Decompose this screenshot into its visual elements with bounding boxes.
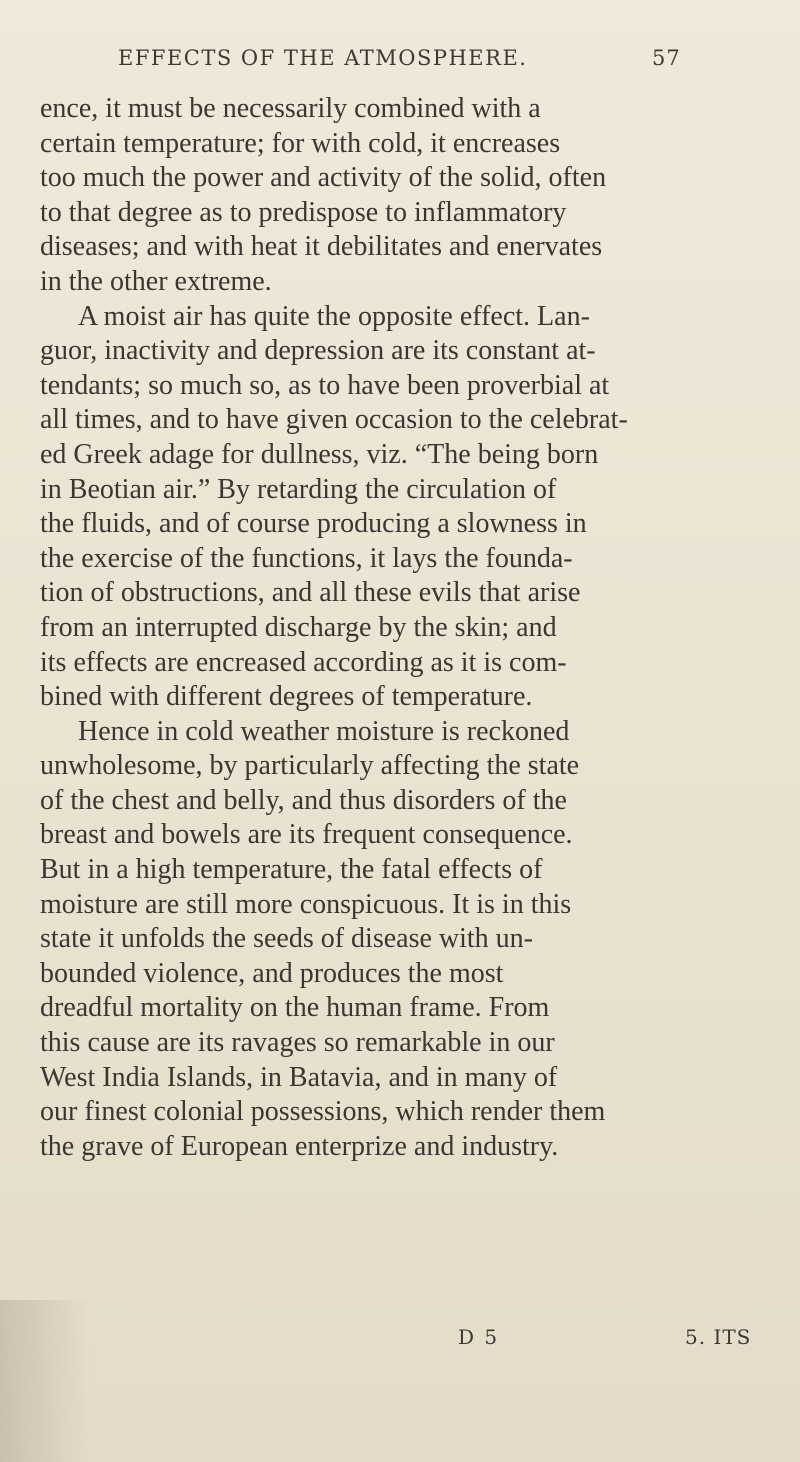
text-line: moisture are still more conspicuous. It is in this <box>40 888 572 920</box>
text-line: too much the power and activity of the solid, often <box>40 162 607 194</box>
text-line: tendants; so much so, as to have been proverbial at <box>40 369 610 401</box>
text-line: breast and bowels are its frequent consequence. <box>40 819 573 851</box>
running-head: EFFECTS OF THE ATMOSPHERE. <box>118 46 528 70</box>
text-line: guor, inactivity and depression are its constant at- <box>40 335 596 367</box>
text-line: state it unfolds the seeds of disease with un- <box>40 923 534 955</box>
text-line: this cause are its ravages so remarkable in our <box>40 1027 555 1059</box>
text-line: all times, and to have given occasion to the celebrat- <box>40 404 628 436</box>
text-line: to that degree as to predispose to inflammatory <box>40 196 567 228</box>
paragraph-start-line: A moist air has quite the opposite effect. Lan- <box>78 300 590 332</box>
body-text <box>40 92 780 1164</box>
text-line: But in a high temperature, the fatal effects of <box>40 854 543 886</box>
text-line: its effects are encreased according as it is com- <box>40 646 567 678</box>
text-line: of the chest and belly, and thus disorders of the <box>40 784 567 816</box>
text-line: in Beotian air.” By retarding the circulation of <box>40 473 557 505</box>
text-line: ed Greek adage for dullness, viz. “The being born <box>40 438 599 470</box>
text-line: bined with different degrees of temperature. <box>40 681 533 713</box>
text-line: from an interrupted discharge by the skin; and <box>40 611 557 643</box>
page-edge-shadow <box>0 1300 90 1462</box>
text-line: diseases; and with heat it debilitates and enervates <box>40 231 603 263</box>
catchword: 5. ITS <box>685 1325 752 1349</box>
text-line: the exercise of the functions, it lays the founda- <box>40 542 573 574</box>
text-line: certain temperature; for with cold, it encreases <box>40 127 561 159</box>
paragraph-start-line: Hence in cold weather moisture is reckoned <box>78 715 570 747</box>
text-line: dreadful mortality on the human frame. From <box>40 992 550 1024</box>
text-line: ence, it must be necessarily combined with a <box>40 93 541 124</box>
text-line: our finest colonial possessions, which render them <box>40 1096 606 1128</box>
text-line: in the other extreme. <box>40 265 272 297</box>
text-line: unwholesome, by particularly affecting the state <box>40 750 580 782</box>
text-line: bounded violence, and produces the most <box>40 957 504 989</box>
text-line: West India Islands, in Batavia, and in many of <box>40 1061 558 1093</box>
text-line: the fluids, and of course producing a slowness in <box>40 508 587 540</box>
text-line: the grave of European enterprize and industry. <box>40 1130 559 1162</box>
page-number: 57 <box>652 46 681 70</box>
signature-mark: D 5 <box>458 1325 500 1349</box>
text-line: tion of obstructions, and all these evils that arise <box>40 577 581 609</box>
